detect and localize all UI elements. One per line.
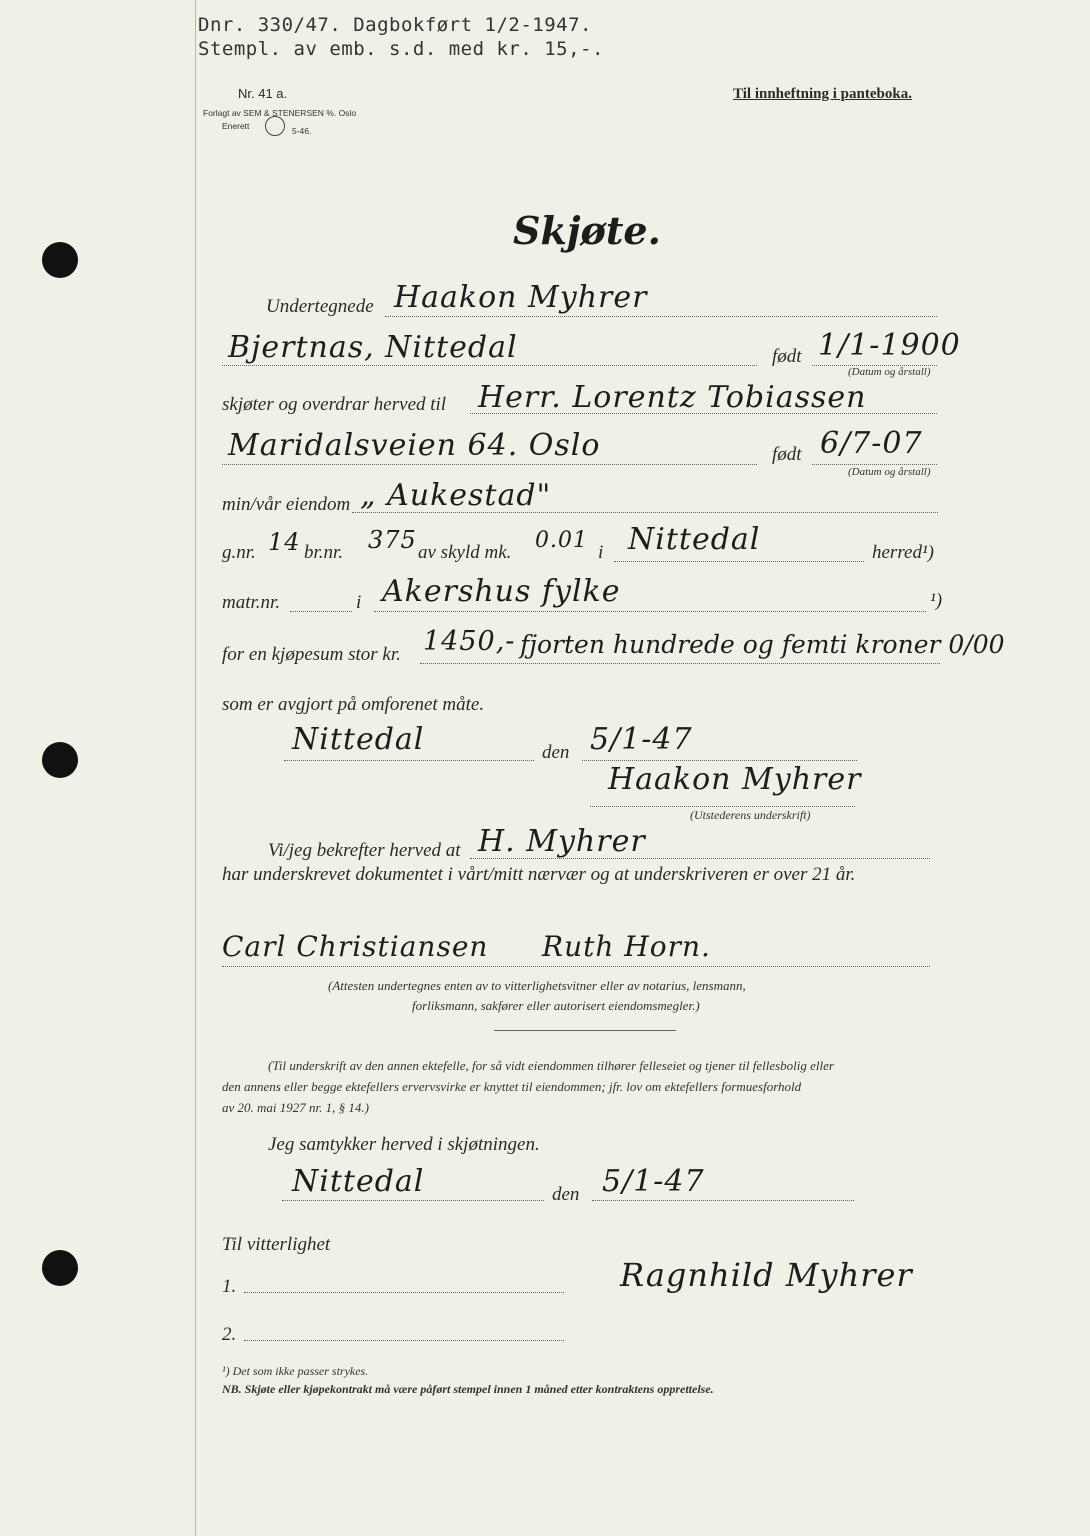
issuer-signature-label: (Utstederens underskrift) bbox=[690, 808, 811, 822]
buyer-address: Maridalsveien 64. Oslo bbox=[228, 428, 601, 463]
buyer-name: Herr. Lorentz Tobiassen bbox=[478, 380, 867, 415]
herred-value: Nittedal bbox=[628, 522, 761, 557]
punch-hole-3 bbox=[42, 1250, 78, 1286]
spouse-note-line1: (Til underskrift av den annen ektefelle, for så vidt eiendommen tilhører felleseiet og tjener til fellesbolig eller bbox=[268, 1058, 834, 1073]
seller-address: Bjertnas, Nittedal bbox=[228, 330, 518, 365]
publisher-line2: Enerett bbox=[222, 121, 250, 131]
publisher-date: 5-46. bbox=[292, 126, 312, 136]
confirmation-name: H. Myhrer bbox=[478, 824, 646, 859]
witness-2-signature: Ruth Horn. bbox=[542, 930, 711, 963]
buyer-born-label: født bbox=[772, 444, 802, 465]
confirmation-label: Vi/jeg bekrefter herved at bbox=[268, 840, 461, 861]
spouse-note-line2: den annens eller begge ektefellers ervervsvirke er knyttet til eiendommen; jfr. lov om ektefellers formuesforhold bbox=[222, 1079, 802, 1094]
fylke-line bbox=[374, 611, 926, 612]
consent-den-label: den bbox=[552, 1184, 580, 1205]
place-value: Nittedal bbox=[292, 722, 425, 757]
document-title: Skjøte. bbox=[513, 208, 661, 253]
issuer-signature: Haakon Myhrer bbox=[608, 762, 862, 797]
property-name: „ Aukestad" bbox=[360, 478, 552, 513]
seller-address-line bbox=[222, 365, 757, 366]
skyld-value: 0.01 bbox=[535, 528, 588, 553]
consent-place-line bbox=[282, 1200, 544, 1201]
price-words: fjorten hundrede og femti kroner 0/00 bbox=[520, 630, 1005, 659]
witness-line-1 bbox=[244, 1292, 564, 1293]
matr-in-label: i bbox=[356, 592, 362, 613]
issuer-signature-line bbox=[590, 806, 855, 807]
property-label: min/vår eiendom bbox=[222, 494, 351, 515]
attest-note-line1: (Attesten undertegnes enten av to vitterlighetsvitner eller av notarius, lensmann, bbox=[328, 978, 746, 993]
spouse-signature: Ragnhild Myhrer bbox=[620, 1256, 913, 1294]
fylke-value: Akershus fylke bbox=[382, 574, 621, 609]
matr-label: matr.nr. bbox=[222, 592, 281, 613]
date-line bbox=[582, 760, 857, 761]
gnr-value: 14 bbox=[268, 528, 301, 556]
spouse-note-line3: av 20. mai 1927 nr. 1, § 14.) bbox=[222, 1100, 369, 1115]
punch-hole-2 bbox=[42, 742, 78, 778]
seller-date-hint: (Datum og årstall) bbox=[848, 366, 931, 378]
seller-born-label: født bbox=[772, 346, 802, 367]
consent-place: Nittedal bbox=[292, 1164, 425, 1199]
herred-in-label: i bbox=[598, 542, 604, 563]
attachment-note: Til innheftning i panteboka. bbox=[733, 86, 912, 102]
bnr-label: br.nr. bbox=[304, 542, 344, 563]
seller-label: Undertegnede bbox=[266, 296, 374, 317]
date-value: 5/1-47 bbox=[590, 722, 693, 757]
section-divider bbox=[494, 1030, 676, 1031]
attest-note-line2: forliksmann, sakfører eller autorisert eiendomsmegler.) bbox=[412, 998, 700, 1013]
witness-line-2-label: 2. bbox=[222, 1324, 237, 1345]
den-label: den bbox=[542, 742, 570, 763]
witness-line bbox=[222, 966, 930, 967]
seller-name-line bbox=[385, 316, 937, 317]
seller-born-date: 1/1-1900 bbox=[818, 328, 961, 363]
footnote-2: NB. Skjøte eller kjøpekontrakt må være påført stempel innen 1 måned etter kontraktens opprettelse. bbox=[222, 1382, 714, 1396]
footnote-1: ¹) Det som ikke passer strykes. bbox=[222, 1364, 369, 1378]
bnr-value: 375 bbox=[368, 526, 417, 554]
witness-section-label: Til vitterlighet bbox=[222, 1234, 331, 1255]
witness-1-signature: Carl Christiansen bbox=[222, 930, 489, 963]
matr-line bbox=[290, 611, 352, 612]
witness-line-2 bbox=[244, 1340, 564, 1341]
price-label: for en kjøpesum stor kr. bbox=[222, 644, 401, 665]
publisher-line1: Forlagt av SEM & STENERSEN %. Oslo bbox=[203, 108, 357, 118]
witness-line-1-label: 1. bbox=[222, 1276, 237, 1297]
consent-date-line bbox=[592, 1200, 854, 1201]
price-line bbox=[420, 663, 940, 664]
registry-stamp-line1: Dnr. 330/47. Dagbokført 1/2-1947. bbox=[198, 14, 592, 36]
publisher-logo-icon bbox=[265, 116, 285, 136]
herred-label: herred¹) bbox=[872, 542, 934, 563]
herred-line bbox=[614, 561, 864, 562]
skyld-label: av skyld mk. bbox=[418, 542, 512, 563]
fylke-note: ¹) bbox=[930, 590, 943, 611]
place-line bbox=[284, 760, 534, 761]
consent-text: Jeg samtykker herved i skjøtningen. bbox=[268, 1134, 540, 1155]
gnr-label: g.nr. bbox=[222, 542, 256, 563]
settled-text: som er avgjort på omforenet måte. bbox=[222, 694, 485, 715]
seller-name: Haakon Myhrer bbox=[394, 280, 648, 315]
form-number: Nr. 41 a. bbox=[238, 86, 288, 101]
buyer-born-date: 6/7-07 bbox=[820, 426, 923, 461]
buyer-label: skjøter og overdrar herved til bbox=[222, 394, 447, 415]
confirmation-text: har underskrevet dokumentet i vårt/mitt nærvær og at underskriveren er over 21 år. bbox=[222, 864, 856, 885]
punch-hole-1 bbox=[42, 242, 78, 278]
margin-line bbox=[195, 0, 196, 1536]
buyer-date-hint: (Datum og årstall) bbox=[848, 466, 931, 478]
buyer-born-line bbox=[812, 464, 937, 465]
price-amount: 1450,- bbox=[423, 626, 516, 657]
registry-stamp-line2: Stempl. av emb. s.d. med kr. 15,-. bbox=[198, 38, 604, 60]
buyer-address-line bbox=[222, 464, 757, 465]
consent-date: 5/1-47 bbox=[602, 1164, 705, 1199]
